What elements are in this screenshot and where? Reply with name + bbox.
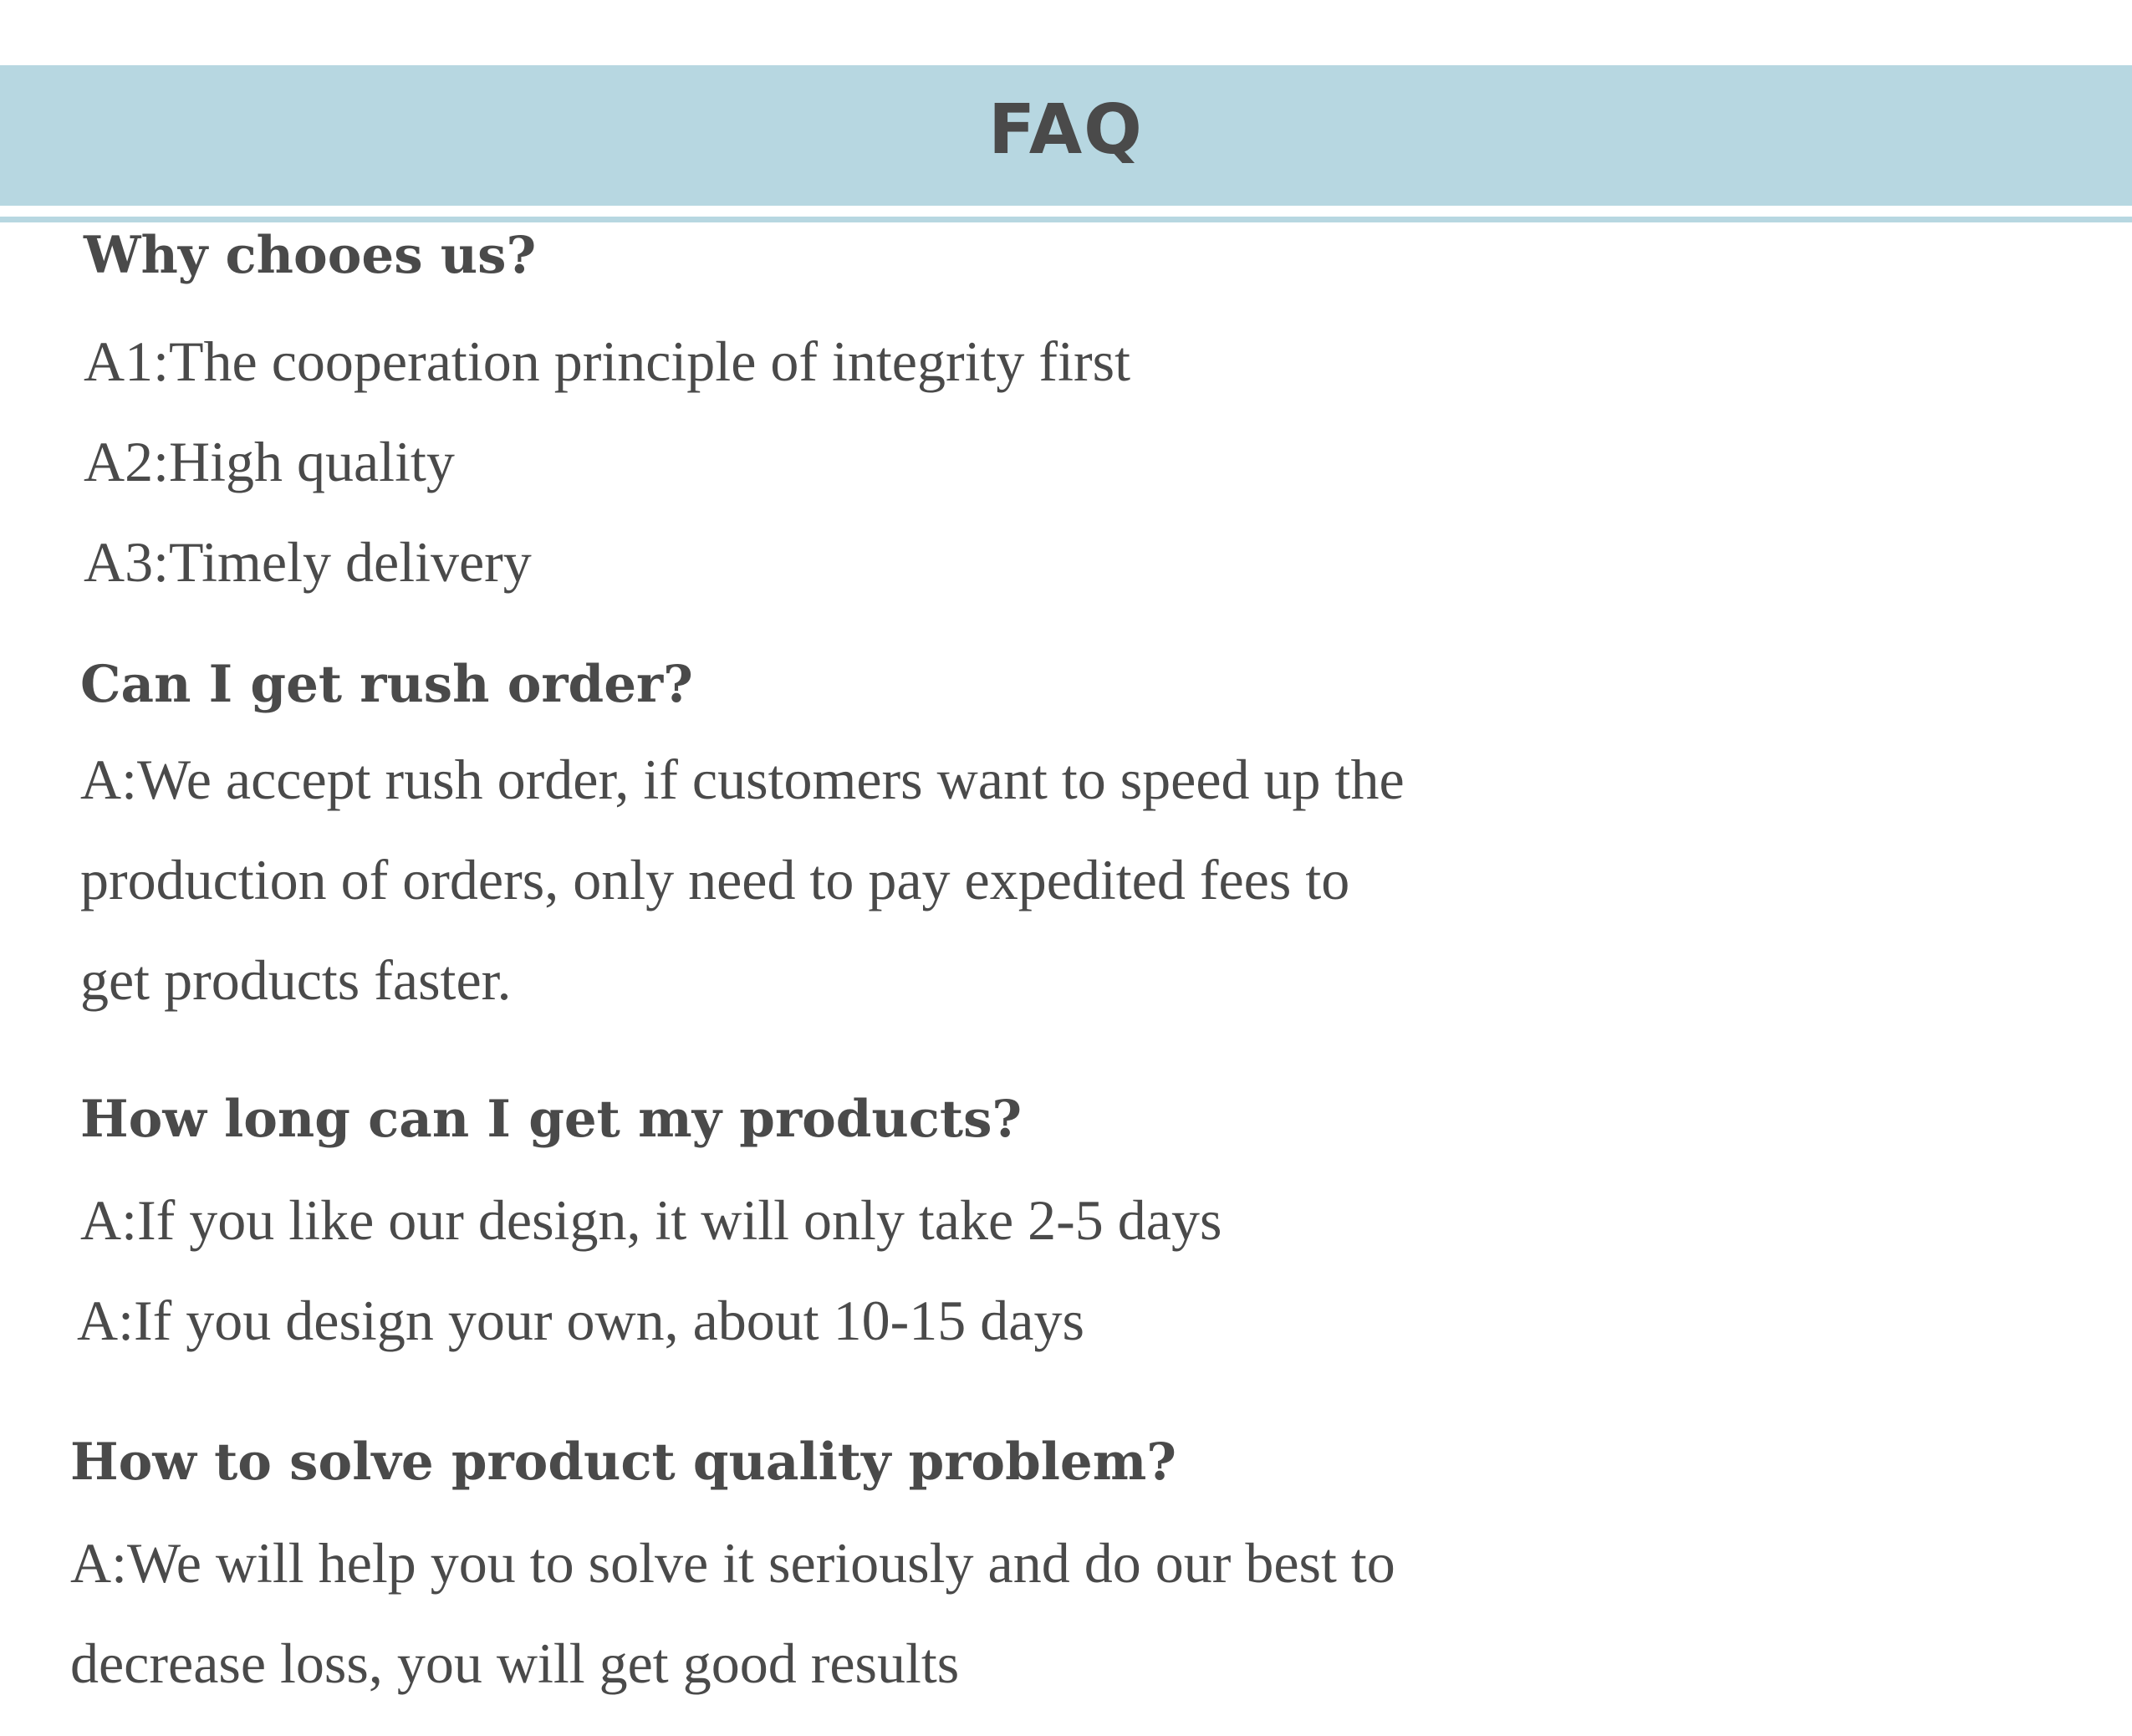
faq-answer-line: A:We will help you to solve it seriously and do our best to xyxy=(70,1531,1395,1595)
faq-answer-line: A:If you design your own, about 10-15 days xyxy=(77,1289,1084,1352)
faq-question-quality-problem: How to solve product quality problem? xyxy=(70,1432,1177,1492)
faq-answer-line: decrease loss, you will get good results xyxy=(70,1631,960,1695)
faq-question-rush-order: Can I get rush order? xyxy=(80,655,693,714)
faq-answer-line: get products faster. xyxy=(80,948,512,1012)
faq-answer-line: A2:High quality xyxy=(84,430,455,493)
faq-answer-line: A1:The cooperation principle of integrity first xyxy=(84,329,1130,393)
faq-banner xyxy=(0,65,2132,206)
faq-question-why-choose-us: Why chooes us? xyxy=(84,226,537,285)
faq-answer-line: A:We accept rush order, if customers want to speed up the xyxy=(80,748,1405,811)
faq-answer-line: A3:Timely delivery xyxy=(84,530,532,594)
faq-question-delivery-time: How long can I get my products? xyxy=(80,1090,1023,1149)
faq-answer-line: A:If you like our design, it will only take 2-5 days xyxy=(80,1188,1222,1252)
faq-answer-line: production of orders, only need to pay expedited fees to xyxy=(80,848,1350,911)
page-title: FAQ xyxy=(988,90,1144,170)
banner-divider xyxy=(0,217,2132,222)
